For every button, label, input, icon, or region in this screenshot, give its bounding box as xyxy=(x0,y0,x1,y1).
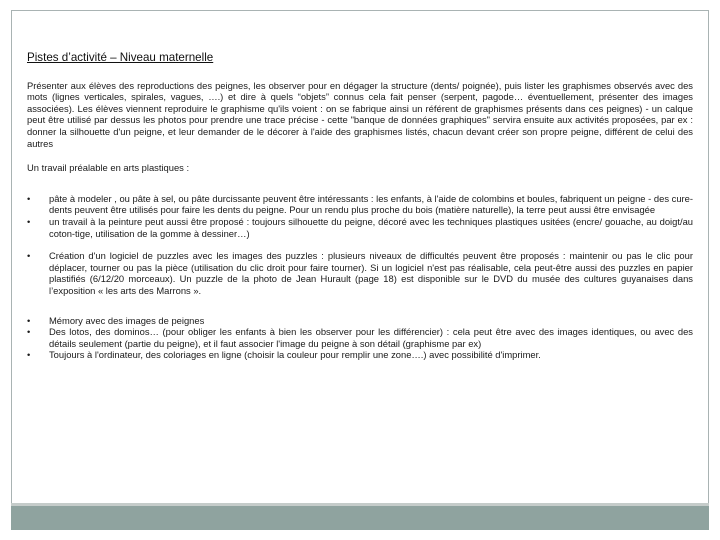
list-item-text: un travail à la peinture peut aussi être proposé : toujours silhouette du peigne, décoré avec les techniques plastiques usitées (encre/ gouache, au doigt/au coton-tige, utilisation de la gomme à dessiner…) xyxy=(49,215,693,239)
bullet-icon: • xyxy=(27,314,31,326)
section-heading: Un travail préalable en arts plastiques : xyxy=(27,162,190,174)
intro-paragraph: Présenter aux élèves des reproductions des peignes, les observer pour en dégager la structure (dents/ poignée), puis lister les graphismes observés avec des mots (lignes verticales, spirales, vagues, ….) et dire à quels “objets” connus cela fait penser (serpent, pagode… éventuellement, présenter des images associées). Les élèves viennent reproduire le graphisme qu'ils voient : on se fabrique ainsi un référent de graphismes présents dans ces peignes) - un calque peut être utilisé par dessus les photos pour prendre une trace précise - cette "banque de données graphiques" servira ensuite aux activités proposées, par ex : donner la silhouette d'un peigne, et leur demander de le décorer à l'aide des graphismes listés, chacun devant créer son propre peigne, différent de celui des autres xyxy=(27,79,693,149)
list-item-text: Des lotos, des dominos… (pour obliger les enfants à bien les observer pour les différencier) : cela peut être avec des images identiques, ou avec des détails seulement (partie du peigne), et il faut associer l'image du peigne à son détail (graphisme par ex) xyxy=(49,326,693,349)
list-item-text: Toujours à l'ordinateur, des coloriages en ligne (choisir la couleur pour remplir une zone….) avec possibilité d'imprimer. xyxy=(49,349,541,361)
list-item xyxy=(27,315,693,327)
list-item xyxy=(27,216,693,239)
page-title: Pistes d’activité – Niveau maternelle xyxy=(27,51,214,64)
list-item xyxy=(27,193,693,216)
list-item-text: Création d'un logiciel de puzzles avec les images des puzzles : plusieurs niveaux de difficultés peuvent être proposés : maintenir ou pas le clic pour déplacer, tourner ou pas la pièce (utilisation du clic droit pour faire tourner). Si un logiciel n'est pas réalisable, cela peut-être aussi des puzzles en papier plastifiés (6/12/20 morceaux). Un puzzle de la photo de Jean Hurault (page 18) est disponible sur le DVD du musée des cultures guyanaises dans l’exposition « les arts des Marrons ». xyxy=(49,250,693,296)
list-item-text: Mémory avec des images de peignes xyxy=(49,314,205,326)
bullet-icon: • xyxy=(27,326,31,338)
list-item-text: pâte à modeler , ou pâte à sel, ou pâte durcissante peuvent être intéressants : les enfants, à l'aide de colombins et boules, fabriquent un peigne - des cure-dents peuvent être utilisés pour faire les dents du peigne. Pour un rendu plus proche du bois (matière naturelle), la terre peut aussi être envisagée xyxy=(49,192,693,216)
activity-list xyxy=(27,193,693,361)
footer-bar xyxy=(11,503,709,530)
list-item xyxy=(27,349,693,361)
bullet-icon: • xyxy=(27,215,31,227)
bullet-icon: • xyxy=(27,192,31,204)
list-item xyxy=(27,326,693,349)
bullet-icon: • xyxy=(27,250,31,262)
bullet-icon: • xyxy=(27,349,31,361)
list-item xyxy=(27,250,693,296)
slide-content xyxy=(27,52,693,361)
